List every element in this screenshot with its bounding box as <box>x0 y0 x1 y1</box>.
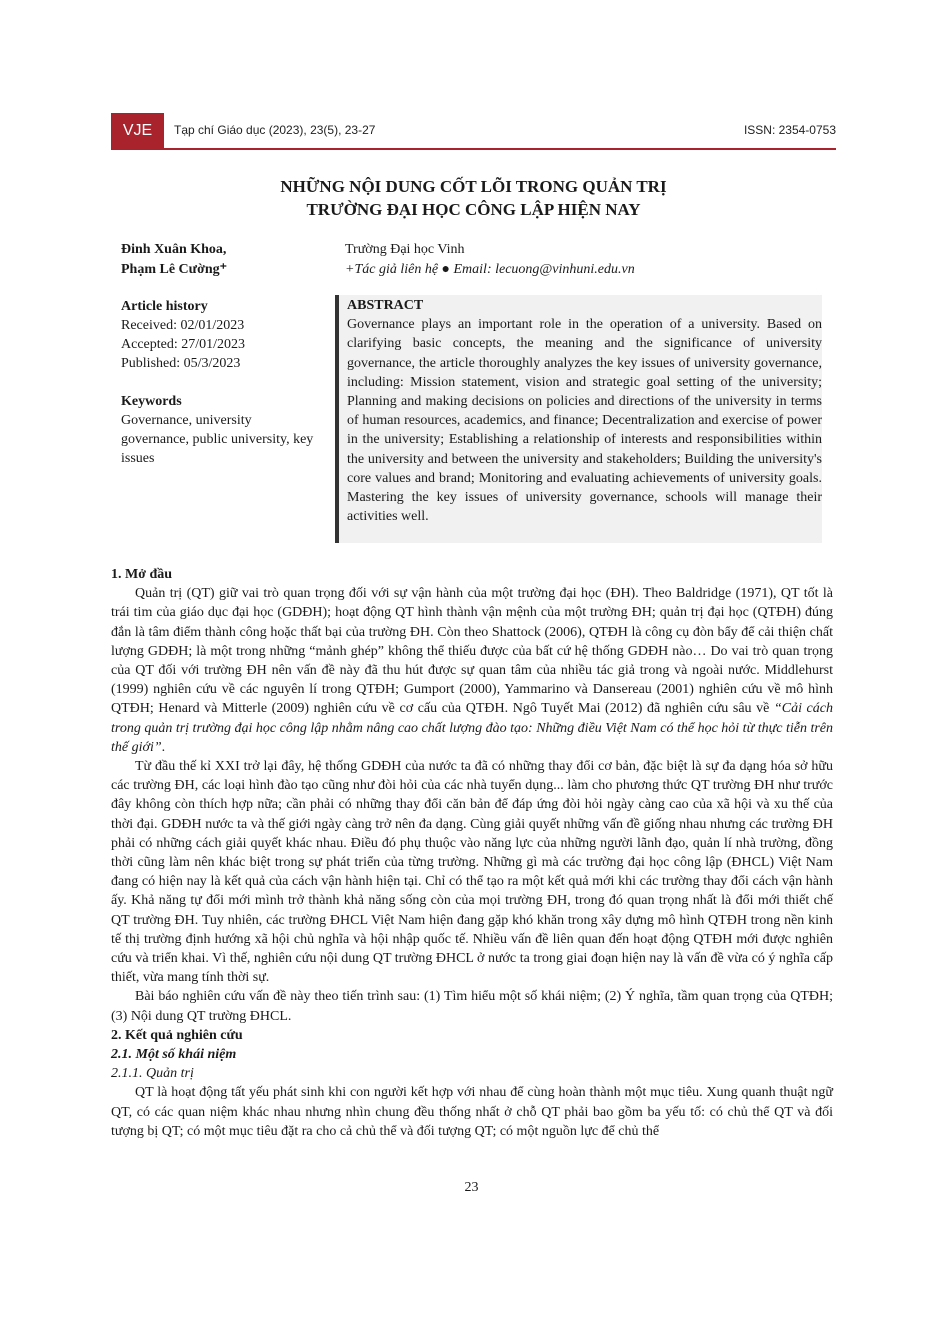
accepted-date: Accepted: 27/01/2023 <box>121 337 246 352</box>
title-line-2: TRƯỜNG ĐẠI HỌC CÔNG LẬP HIỆN NAY <box>306 200 641 219</box>
title-line-1: NHỮNG NỘI DUNG CỐT LÕI TRONG QUẢN TRỊ <box>280 177 667 196</box>
article-body <box>111 565 833 1141</box>
abstract-box <box>335 295 822 543</box>
abstract-heading: ABSTRACT <box>347 298 424 313</box>
institution: Trường Đại học Vinh <box>345 242 465 257</box>
journal-header <box>111 113 836 148</box>
received-date: Received: 02/01/2023 <box>121 318 245 333</box>
section-2-heading: 2. Kết quả nghiên cứu <box>111 1027 243 1043</box>
paragraph-1-cited-title: “Cải cách trong quản trị trường đại học công lập nhằm nâng cao chất lượng đào tạo: Những điều Việt Nam có thể học hỏi từ thực tiễn trên thế giới” <box>111 701 833 755</box>
issn: ISSN: 2354-0753 <box>743 123 836 137</box>
section-1-heading: 1. Mở đầu <box>111 567 173 582</box>
journal-logo-badge: VJE <box>111 113 164 148</box>
header-divider <box>111 148 836 150</box>
keywords-text: Governance, university governance, public university, key issues <box>121 413 314 466</box>
paragraph-1-text: Quản trị (QT) giữ vai trò quan trọng đối với sự vận hành của một trường đại học (ĐH). Theo Baldridge (1971), QT tốt là trái tim của giáo dục đại học (GDĐH); hoạt động QT hình thành vận mệnh của một trường ĐH; quản trị đại học (QTĐH) đúng đắn là tâm điểm thành công hoặc thất bại của trường ĐH. Còn theo Shattock (2006), QTĐH là công cụ đòn bẩy để cải thiện chất lượng GDĐH; là một trong những “mảnh ghép” không thể thiếu được của bất cứ hệ thống GDĐH nào… Do vai trò quan trọng của QT đối với trường ĐH nên vấn đề này đã thu hút được sự quan tâm của nhiều tác giả trong và ngoài nước. Middlehurst (1999) nghiên cứu về các nguyên lí trong QTĐH; Gumport (2000), Yammarino và Dansereau (2001) nghiên cứu về mô hình QTĐH; Henard và Mitterle (2009) nghiên cứu về cơ cấu của QTĐH. Ngô Tuyết Mai (2012) đã nghiên cứu sâu về <box>111 586 833 717</box>
subsection-2-1-1-heading: 2.1.1. Quản trị <box>111 1066 194 1082</box>
paragraph-1-end: . <box>161 739 166 755</box>
journal-reference: Tạp chí Giáo dục (2023), 23(5), 23-27 <box>174 123 376 137</box>
authors <box>121 240 227 280</box>
affiliation <box>345 240 635 280</box>
paragraph-2: Từ đầu thế kỉ XXI trở lại đây, hệ thống GDĐH của nước ta đã có những thay đổi cơ bản, đặc biệt là sự đa dạng hóa sở hữu các trường ĐH, các loại hình đào tạo cũng như đòi hỏi của các nhà tuyển dụng... làm cho phương thức QT trường ĐH như trước đây không còn thích hợp nữa; cần phải có những thay đổi căn bản để đáp ứng đòi hỏi ngày càng cao của xã hội và xu thế của thời đại. GDĐH nước ta và thế giới ngày càng trở nên đa dạng. Cùng giải quyết những vấn đề giống nhau nhưng các trường ĐH phải có những cách giải quyết khác nhau. Điều đó phụ thuộc vào năng lực của những người lãnh đạo, quản lí nhà trường, đồng thời cũng làm nên khác biệt trong sự phát triển của từng trường. Những gì mà các trường đại học công lập (ĐHCL) Việt Nam đang có hiện nay là kết quả của cách vận hành hiện tại. Chỉ có thể tạo ra một kết quả mới khi các trường thay đổi cách vận hành ấy. Khả năng tự đổi mới mình trở thành khả năng sống còn của mọi trường ĐH, trong đó quan trọng nhất là đổi mới thiết chế QT trường ĐH. Tuy nhiên, các trường ĐHCL Việt Nam hiện đang gặp khó khăn trong xây dựng mô hình QTĐH trong nền kinh tế thị trường định hướng xã hội chủ nghĩa và hội nhập quốc tế. Nhiều vấn đề liên quan đến hoạt động QTĐH mới được nghiên cứu và triển khai. Vì thế, nghiên cứu nội dung QT trường ĐHCL ở nước ta trong giai đoạn hiện nay là vấn đề vừa có ý nghĩa cấp thiết, vừa mang tính thời sự. <box>111 759 833 986</box>
article-history-heading: Article history <box>121 299 208 314</box>
page-number: 23 <box>464 1180 479 1195</box>
subsection-2-1-heading: 2.1. Một số khái niệm <box>111 1047 237 1063</box>
paragraph-3: Bài báo nghiên cứu vấn đề này theo tiến trình sau: (1) Tìm hiểu một số khái niệm; (2) Ý nghĩa, tầm quan trọng của QTĐH; (3) Nội dung QT trường ĐHCL. <box>111 989 833 1024</box>
published-date: Published: 05/3/2023 <box>121 356 241 371</box>
article-meta-sidebar <box>121 297 321 468</box>
article-title <box>111 175 836 221</box>
author-1: Đinh Xuân Khoa, <box>121 242 227 257</box>
keywords-heading: Keywords <box>121 394 182 409</box>
paragraph-1 <box>111 584 833 757</box>
abstract-text: Governance plays an important role in the operation of a university. Based on clarifying basic concepts, the meaning and the significance of university governance, the article thoroughly analyzes the key issues of university governance, including: Mission statement, vision and strategic goal setting of the university; Planning and making decisions on policies and directions of the university in terms of human resources, academics, and finance; Decentralization and exercise of power in the university; Establishing a relationship of interests and responsibilities within the university and between the university and stakeholders; Building the university's core values and brand; Monitoring and evaluating achievements of university goals. Mastering the key issues of university governance, schools will manage their activities well. <box>347 317 822 525</box>
paragraph-4: QT là hoạt động tất yếu phát sinh khi con người kết hợp với nhau để cùng hoàn thành một mục tiêu. Xung quanh thuật ngữ QT, có các quan niệm khác nhau nhưng nhìn chung đều thống nhất ở chỗ QT phải bao gồm ba yếu tố: có chủ thể QT và đối tượng bị QT; có một mục tiêu đặt ra cho cả chủ thể và đối tượng QT; có một nguồn lực để chủ thể <box>111 1085 833 1139</box>
author-2: Phạm Lê Cường⁺ <box>121 262 227 277</box>
contact-email: +Tác giả liên hệ ● Email: lecuong@vinhuni.edu.vn <box>345 262 635 277</box>
